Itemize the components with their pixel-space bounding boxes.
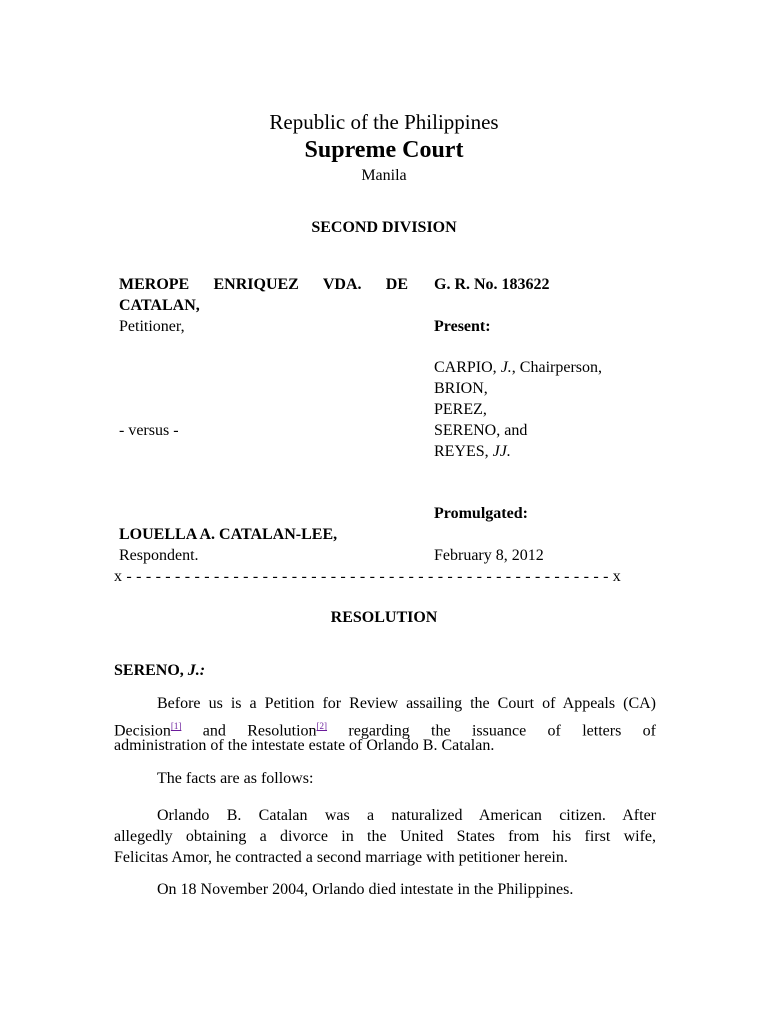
justice-perez: PEREZ,: [434, 401, 487, 418]
petitioner-name-line2: CATALAN,: [119, 297, 200, 314]
respondent-name: LOUELLA A. CATALAN-LEE,: [119, 526, 338, 543]
promulgated-label: Promulgated:: [434, 505, 528, 522]
justice-reyes: REYES, JJ.: [434, 443, 511, 460]
paragraph-4: On 18 November 2004, Orlando died intestate in the Philippines.: [157, 881, 574, 898]
court-heading: Supreme Court: [304, 137, 464, 163]
petitioner-role: Petitioner,: [119, 318, 185, 335]
republic-heading: Republic of the Philippines: [269, 110, 499, 134]
footnote-1-link[interactable]: [1]: [170, 721, 182, 731]
ponente: SERENO, J.:: [114, 662, 206, 679]
justice-carpio: CARPIO, J., Chairperson,: [434, 359, 602, 376]
justice-brion: BRION,: [434, 380, 488, 397]
paragraph-3-line-2: allegedly obtaining a divorce in the United States from his first wife,: [114, 828, 656, 845]
paragraph-3-line-1: Orlando B. Catalan was a naturalized American citizen. After: [157, 807, 656, 824]
footnote-2-link[interactable]: [2]: [316, 721, 328, 731]
promulgation-date: February 8, 2012: [434, 547, 544, 564]
paragraph-1-line-3: administration of the intestate estate of Orlando B. Catalan.: [114, 737, 495, 754]
paragraph-2: The facts are as follows:: [157, 770, 314, 787]
paragraph-1-line-1: Before us is a Petition for Review assailing the Court of Appeals (CA): [157, 695, 656, 712]
petitioner-name-line1: MEROPE ENRIQUEZ VDA. DE: [119, 276, 408, 293]
paragraph-3: [114, 805, 656, 868]
versus-label: - versus -: [119, 422, 179, 439]
present-label: Present:: [434, 318, 491, 335]
city-heading: Manila: [361, 167, 407, 184]
division-heading: SECOND DIVISION: [311, 219, 457, 236]
paragraph-1-line-2: Decision[1] and Resolution[2] regarding the issuance of letters of: [114, 721, 656, 740]
caption-separator: x - - - - - - - - - - - - - - - - - - - - - - - - - - - - - - - - - - - - - - - - - - - - - - - - - - x: [114, 568, 622, 585]
justice-sereno: SERENO, and: [434, 422, 528, 439]
respondent-role: Respondent.: [119, 547, 199, 564]
paragraph-3-line-3: Felicitas Amor, he contracted a second marriage with petitioner herein.: [114, 849, 568, 866]
paragraph-1: [114, 693, 656, 756]
gr-number: G. R. No. 183622: [434, 276, 550, 293]
resolution-title: RESOLUTION: [330, 609, 438, 626]
